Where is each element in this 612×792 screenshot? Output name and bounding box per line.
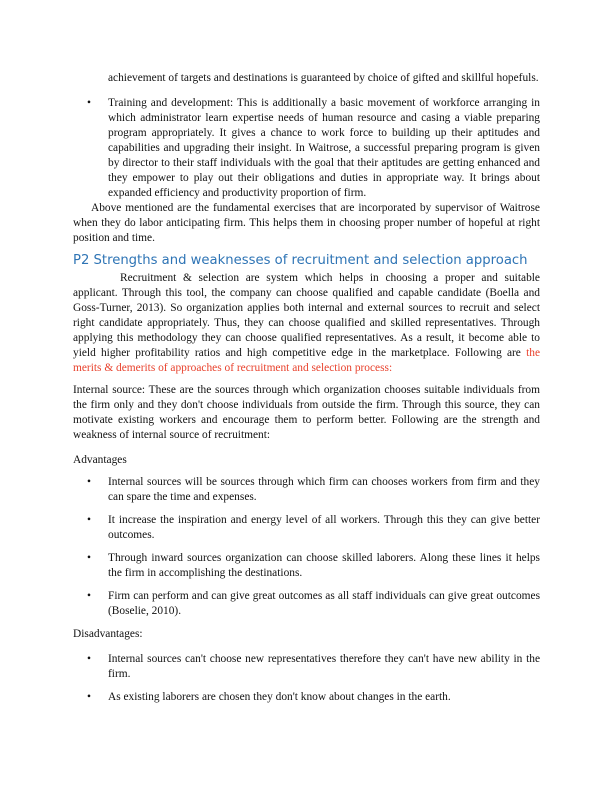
list-item-training <box>73 96 540 201</box>
internal-source-paragraph: Internal source: These are the sources through which organization chooses suitable individuals from the firm only and they don't choose individuals from outside the firm. Through this source, they can motivate existing workers and encourage them to perform better. Following are the strength and weakness of internal source of recruitment: <box>73 384 540 441</box>
bullet-icon: • <box>87 691 91 703</box>
bullet-icon: • <box>87 552 91 564</box>
list-item <box>73 551 540 581</box>
list-item-text: As existing laborers are chosen they don't know about changes in the earth. <box>108 691 451 703</box>
list-item <box>73 652 540 682</box>
intro-text: Recruitment & selection are system which helps in choosing a proper and suitable applicant. Through this tool, the company can choose qualified and capable candidate (Boella and Goss-Turner, 2013). So organization applies both internal and external sources to recruit and select right candidate appropriately. Thus, they can choose qualified and skilled representatives. Through applying this methodology they can choose qualified representatives. As a result, it become able to yield higher profitability ratios and high competitive edge in the marketplace. Following are <box>73 272 540 359</box>
bullet-icon: • <box>87 653 91 665</box>
list-item-text: It increase the inspiration and energy level of all workers. Through this they can give better outcomes. <box>108 514 540 541</box>
advantages-list <box>73 475 540 619</box>
bullet-icon: • <box>87 97 91 109</box>
disadvantages-list <box>73 652 540 705</box>
training-list <box>73 96 540 201</box>
intro-highlight: the merits & demerits of approaches of recruitment and selection process: <box>73 347 540 374</box>
list-item-text: Training and development: This is additionally a basic movement of workforce arranging in which administrator learn expertise needs of human resource and casing a viable preparing program appropriately. It gives a chance to work force to building up their aptitudes and capabilities and upgrading their insight. In Waitrose, a successful preparing program is given by director to their staff individuals with the goal that their aptitudes are getting enhanced and they empower to play out their obligations and duties in appropriate way. It brings about expanded efficiency and productivity proportion of firm. <box>108 97 540 199</box>
section-heading: P2 Strengths and weaknesses of recruitment and selection approach <box>73 253 528 268</box>
disadvantages-label: Disadvantages: <box>73 628 143 640</box>
summary-paragraph: Above mentioned are the fundamental exercises that are incorporated by supervisor of Waitrose when they do labor anticipating firm. This helps them in choosing proper number of hopeful at right position and time. <box>73 202 540 244</box>
list-item <box>73 513 540 543</box>
list-item-text: Through inward sources organization can choose skilled laborers. Along these lines it helps the firm in accomplishing the destinations. <box>108 552 540 579</box>
list-item-text: Internal sources will be sources through which firm can chooses workers from firm and they can spare the time and expenses. <box>108 476 540 503</box>
bullet-icon: • <box>87 590 91 602</box>
list-item-text: Firm can perform and can give great outcomes as all staff individuals can give great outcomes (Boselie, 2010). <box>108 590 540 617</box>
intro-paragraph <box>73 271 540 376</box>
list-item-text: Internal sources can't choose new representatives therefore they can't have new ability in the firm. <box>108 653 540 680</box>
advantages-label: Advantages <box>73 454 127 466</box>
list-item <box>73 475 540 505</box>
bullet-icon: • <box>87 476 91 488</box>
bullet-icon: • <box>87 514 91 526</box>
continuation-paragraph: achievement of targets and destinations is guaranteed by choice of gifted and skillful hopefuls. <box>108 72 539 84</box>
page-content <box>73 71 540 705</box>
list-item <box>73 690 540 705</box>
list-item <box>73 589 540 619</box>
